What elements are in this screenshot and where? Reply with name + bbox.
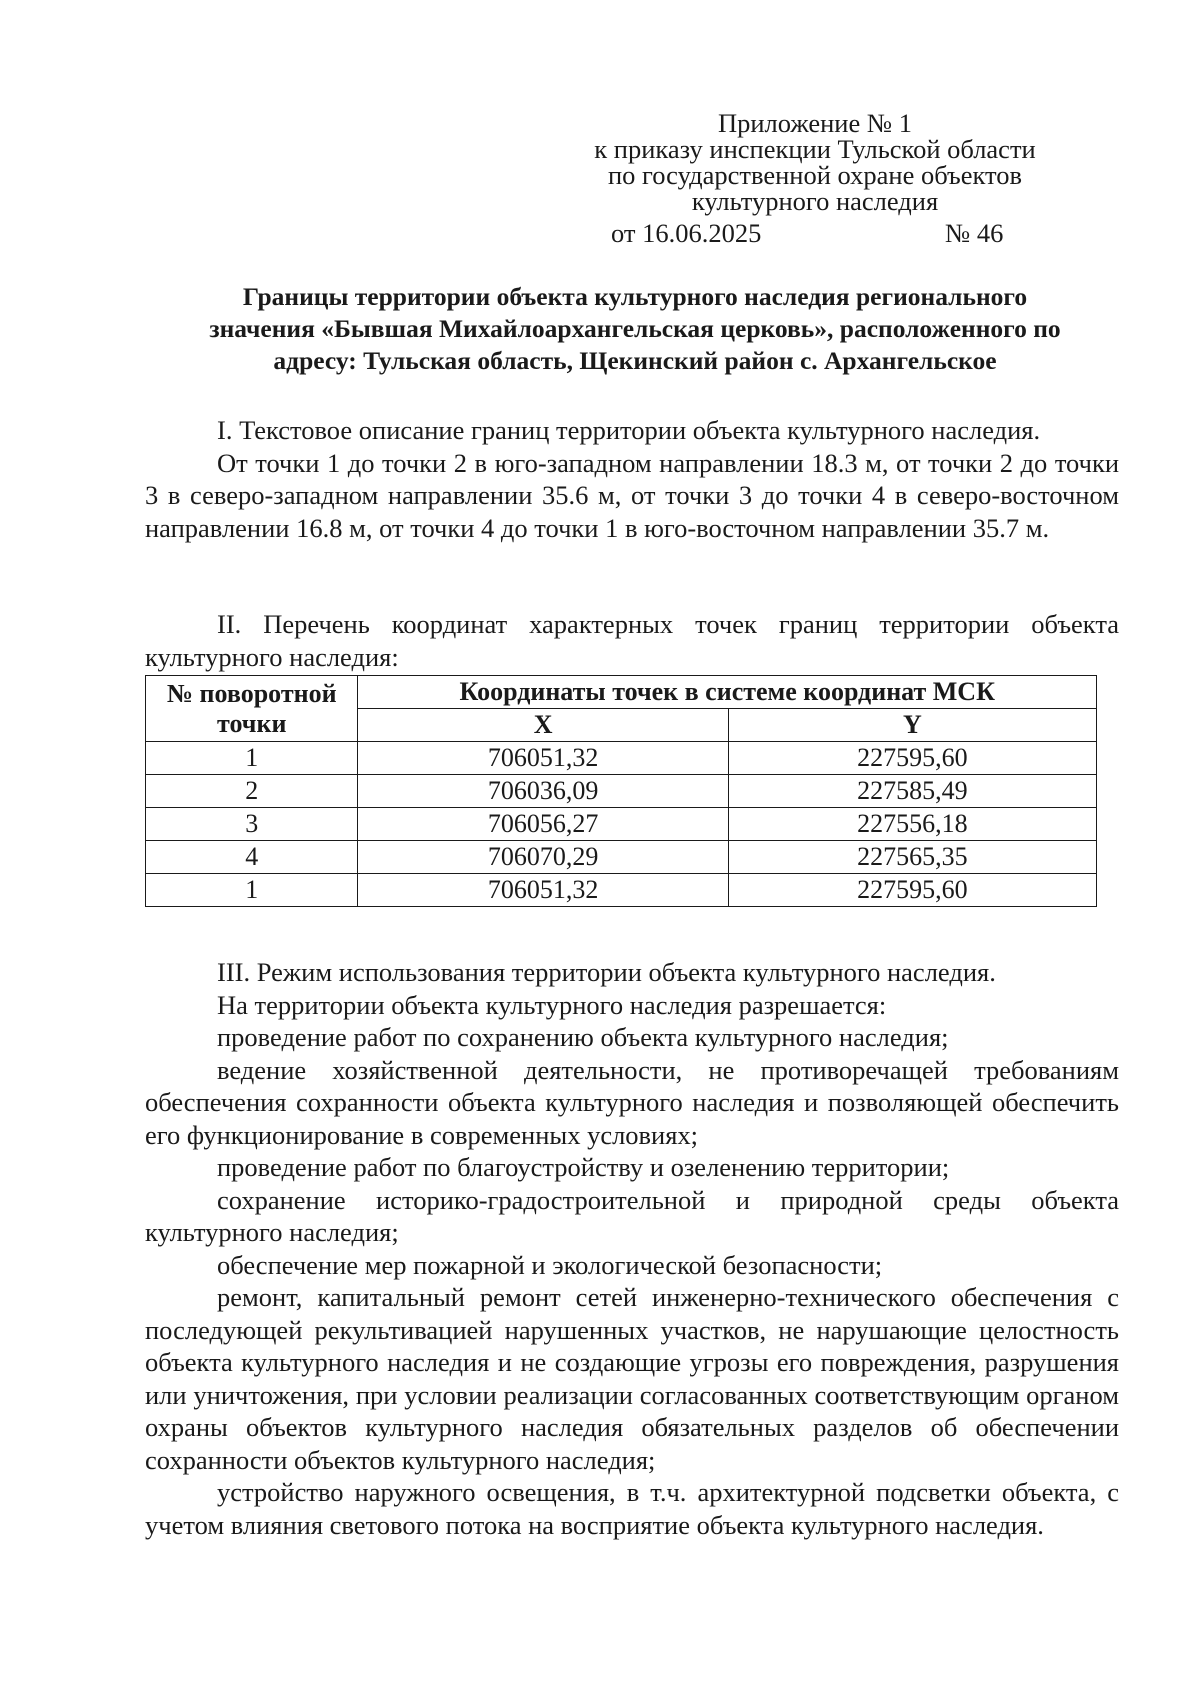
cell-x: 706051,32	[358, 742, 728, 775]
cell-y: 227565,35	[728, 841, 1096, 874]
appendix-line: культурного наследия	[691, 186, 939, 216]
section-3-paragraph: На территории объекта культурного наследия разрешается:	[217, 989, 887, 1020]
section-3-paragraph: устройство наружного освещения, в т.ч. архитектурной подсветки объекта, с учетом влияния светового потока на восприятие объекта культурного наследия.	[145, 1477, 1119, 1540]
title-line: Границы территории объекта культурного наследия регионального	[242, 282, 1028, 311]
title-line: адресу: Тульская область, Щекинский район с. Архангельское	[273, 346, 997, 375]
section-1	[145, 414, 1119, 544]
cell-point: 1	[146, 742, 358, 775]
order-number: № 46	[945, 218, 1004, 248]
appendix-header	[560, 110, 1070, 214]
cell-point: 3	[146, 808, 358, 841]
table-row	[146, 841, 1097, 874]
section-3-heading: III. Режим использования территории объекта культурного наследия.	[217, 957, 996, 987]
order-date: от 16.06.2025	[611, 218, 762, 248]
cell-x: 706036,09	[358, 775, 728, 808]
header-y: Y	[728, 709, 1096, 742]
cell-y: 227595,60	[728, 742, 1096, 775]
section-2-heading: II. Перечень координат характерных точек границ территории объекта культурного наследия:	[145, 609, 1119, 672]
cell-y: 227585,49	[728, 775, 1096, 808]
table-row	[146, 775, 1097, 808]
cell-point: 4	[146, 841, 358, 874]
title-line: значения «Бывшая Михайлоархангельская церковь», расположенного по	[209, 314, 1061, 343]
table-row	[146, 808, 1097, 841]
document-title	[145, 281, 1125, 377]
header-point-number: № поворотной точки	[146, 676, 358, 742]
section-3-paragraph: проведение работ по благоустройству и озеленению территории;	[217, 1152, 950, 1182]
appendix-title: Приложение № 1	[717, 108, 912, 138]
section-1-text: От точки 1 до точки 2 в юго-западном направлении 18.3 м, от точки 2 до точки 3 в северо-западном направлении 35.6 м, от точки 3 до точки 4 в северо-восточном направлении 16.8 м, от точки 4 до точки 1 в юго-восточном направлении 35.7 м.	[145, 447, 1119, 543]
table-header-row	[146, 676, 1097, 709]
section-3	[145, 956, 1119, 1541]
appendix-line: к приказу инспекции Тульской области	[594, 134, 1036, 164]
cell-y: 227595,60	[728, 874, 1096, 907]
section-3-paragraph: проведение работ по сохранению объекта культурного наследия;	[217, 1022, 949, 1052]
section-3-paragraph: ремонт, капитальный ремонт сетей инженерно-технического обеспечения с последующей рекультивацией нарушенных участков, не нарушающие целостность объекта культурного наследия и не создающие угрозы его повреждения, разрушения или уничтожения, при условии реализации согласованных соответствующим органом охраны объектов культурного наследия обязательных разделов об обеспечении сохранности объектов культурного наследия;	[145, 1282, 1119, 1475]
cell-y: 227556,18	[728, 808, 1096, 841]
table-row	[146, 742, 1097, 775]
cell-x: 706051,32	[358, 874, 728, 907]
section-3-paragraph: обеспечение мер пожарной и экологической безопасности;	[217, 1249, 883, 1280]
section-2	[145, 608, 1119, 673]
section-3-paragraph: сохранение историко-градостроительной и природной среды объекта культурного наследия;	[145, 1184, 1119, 1247]
header-x: X	[358, 709, 728, 742]
cell-point: 2	[146, 775, 358, 808]
coordinates-table	[145, 675, 1097, 907]
cell-point: 1	[146, 874, 358, 907]
section-3-paragraph: ведение хозяйственной деятельности, не противоречащей требованиям обеспечения сохранности объекта культурного наследия и позволяющей обеспечить его функционирование в современных условиях;	[145, 1054, 1119, 1150]
cell-x: 706070,29	[358, 841, 728, 874]
table-row	[146, 874, 1097, 907]
section-1-heading: I. Текстовое описание границ территории объекта культурного наследия.	[217, 415, 1041, 445]
cell-x: 706056,27	[358, 808, 728, 841]
appendix-line: по государственной охране объектов	[607, 160, 1023, 190]
header-coordinates: Координаты точек в системе координат МСК	[358, 676, 1097, 709]
